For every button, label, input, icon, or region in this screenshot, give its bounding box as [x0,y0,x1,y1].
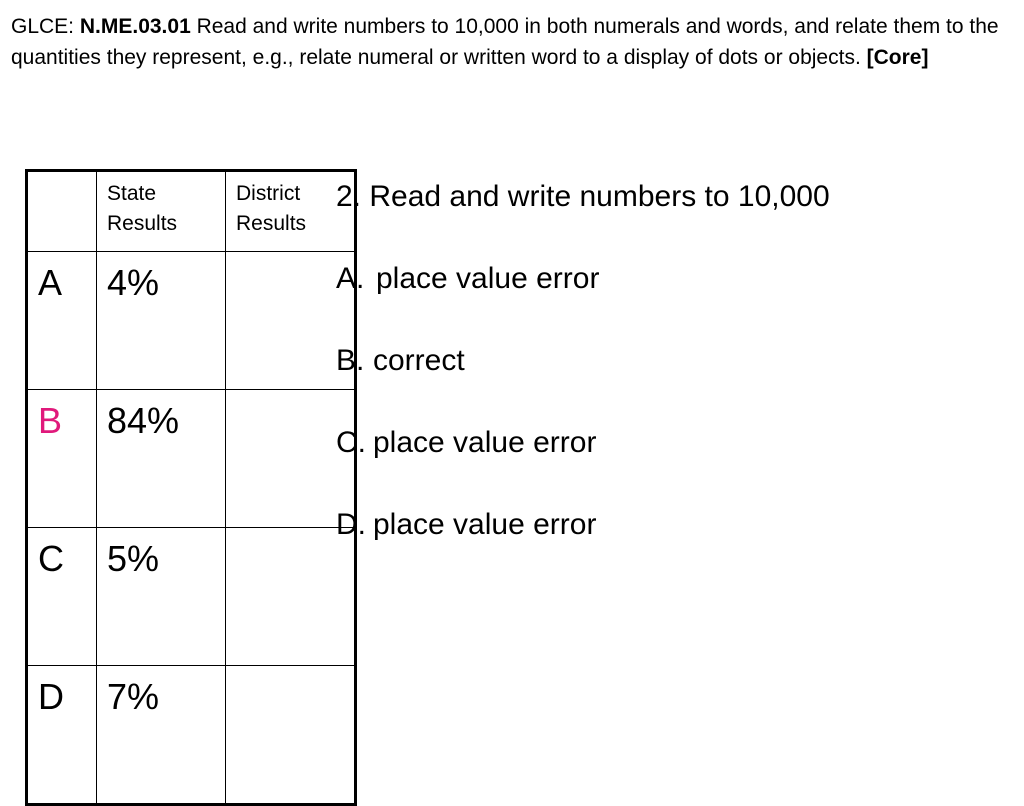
row-state-result: 7% [97,666,226,805]
option-letter: B. [336,344,365,377]
header-state-results [97,171,226,252]
row-state-result: 84% [97,390,226,528]
standard-code: N.ME.03.01 [79,15,191,38]
row-letter: A [27,252,97,390]
standard-description: Read and write numbers to 10,000 in both numerals and words, and relate them to the quantities they represent, e.g., relate numeral or written word to a display of dots or objects. [11,15,999,69]
question-title: 2. Read and write numbers to 10,000 [336,180,830,213]
header-district-line1: District [236,182,301,205]
answer-option [336,258,996,300]
table-row [27,390,356,528]
option-letter: C. [336,426,366,459]
header-prefix: GLCE: [11,15,80,38]
table-row [27,252,356,390]
row-letter: C [27,528,97,666]
header-state-line2: Results [107,212,178,235]
row-letter: D [27,666,97,805]
table-row [27,528,356,666]
option-letter: A. [336,262,365,295]
answer-option [336,340,996,382]
option-text: place value error [376,262,600,295]
header-state-line1: State [107,182,157,205]
option-text: correct [373,344,465,377]
table-header-row [27,171,356,252]
header-district-line2: Results [236,212,307,235]
table-row [27,666,356,805]
option-text: place value error [373,508,597,541]
results-table [25,169,357,806]
answer-option [336,504,996,546]
option-letter: D. [336,508,366,541]
row-state-result: 5% [97,528,226,666]
question-block [336,176,996,586]
row-letter-correct: B [27,390,97,528]
core-tag: [Core] [866,46,929,69]
option-text: place value error [373,426,597,459]
answer-option [336,422,996,464]
header-empty-cell [27,171,97,252]
row-district-result [226,666,356,805]
row-state-result: 4% [97,252,226,390]
standard-header [11,11,1015,73]
